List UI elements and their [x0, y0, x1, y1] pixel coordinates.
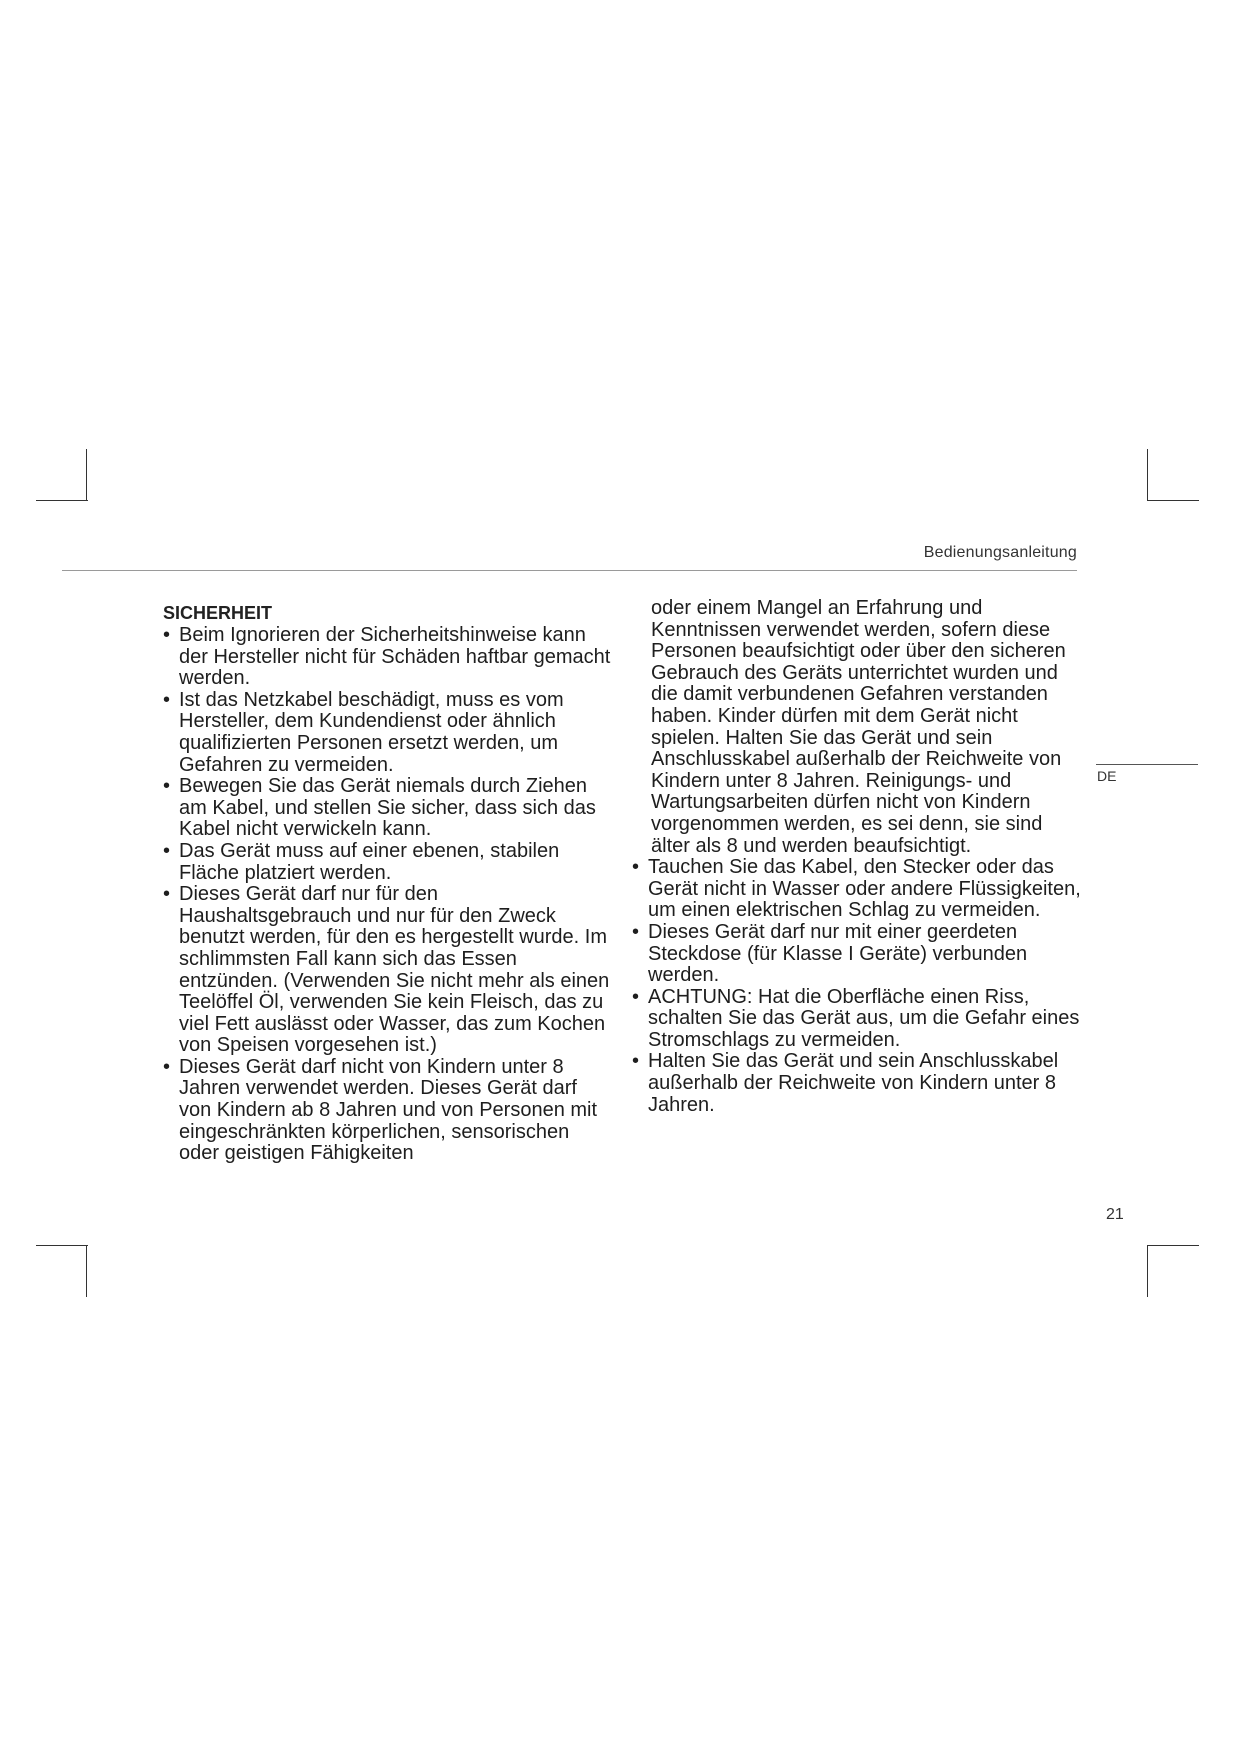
list-item	[632, 857, 1082, 922]
crop-mark	[1147, 1245, 1199, 1246]
list-item	[163, 884, 613, 1057]
list-item	[163, 625, 613, 690]
bullet-icon: •	[163, 883, 171, 906]
list-item-text: Das Gerät muss auf einer ebenen, stabilen Fläche platziert werden.	[179, 839, 560, 884]
bullet-icon: •	[163, 775, 171, 798]
list-item	[163, 776, 613, 841]
bullet-icon: •	[163, 624, 171, 646]
list-item	[163, 1057, 613, 1165]
page-number: 21	[1106, 1206, 1124, 1223]
list-item	[632, 922, 1082, 987]
bullet-icon: •	[632, 856, 640, 879]
bullet-icon: •	[163, 839, 171, 862]
safety-list-right	[632, 857, 1082, 1116]
header-title: Bedienungsanleitung	[923, 544, 1077, 561]
crop-mark	[1147, 1245, 1148, 1297]
list-item-text: Dieses Gerät darf nur für den Haushaltsgebrauch und nur für den Zweck benutzt werden, für den es hergestellt wurde. Im schlimmsten Fall kann sich das Essen entzünden. (Verwenden Sie nicht mehr als einen Teelöffel Öl, verwenden Sie kein Fleisch, das zu viel Fett auslässt oder Wasser, das zum Kochen von Speisen vorgesehen ist.)	[179, 883, 610, 1057]
crop-mark	[86, 1245, 87, 1297]
language-tab-divider	[1096, 764, 1198, 765]
crop-mark	[1147, 449, 1148, 501]
bullet-icon: •	[163, 688, 171, 711]
left-column	[163, 602, 613, 1165]
list-item-text: Tauchen Sie das Kabel, den Stecker oder das Gerät nicht in Wasser oder andere Flüssigkeiten, um einen elektrischen Schlag zu vermeiden.	[648, 856, 1081, 922]
list-item-text: Beim Ignorieren der Sicherheitshinweise kann der Hersteller nicht für Schäden haftbar gemacht werden.	[179, 624, 611, 690]
list-item-text: Ist das Netzkabel beschädigt, muss es vom Hersteller, dem Kundendienst oder ähnlich qualifizierten Personen ersetzt werden, um Gefahren zu vermeiden.	[179, 688, 564, 776]
right-column	[632, 598, 1082, 1116]
safety-list-left	[163, 625, 613, 1165]
crop-mark	[1147, 500, 1199, 501]
list-item	[163, 690, 613, 776]
bullet-icon: •	[632, 985, 640, 1008]
list-item-text: Halten Sie das Gerät und sein Anschlusskabel außerhalb der Reichweite von Kindern unter 8 Jahren.	[648, 1050, 1059, 1116]
bullet-icon: •	[632, 920, 640, 943]
header-divider	[62, 570, 1077, 571]
crop-mark	[36, 500, 88, 501]
bullet-icon: •	[632, 1050, 640, 1073]
continued-paragraph: oder einem Mangel an Erfahrung und Kenntnissen verwendet werden, sofern diese Personen beaufsichtigt oder über den sicheren Gebrauch des Geräts unterrichtet wurden und die damit verbundenen Gefahren verstanden haben. Kinder dürfen mit dem Gerät nicht spielen. Halten Sie das Gerät und sein Anschlusskabel außerhalb der Reichweite von Kindern unter 8 Jahren. Reinigungs- und Wartungsarbeiten dürfen nicht von Kindern vorgenommen werden, es sei denn, sie sind älter als 8 und werden beaufsichtigt.	[651, 597, 1066, 857]
bullet-icon: •	[163, 1055, 171, 1078]
list-item-text: Dieses Gerät darf nicht von Kindern unter 8 Jahren verwendet werden. Dieses Gerät darf von Kindern ab 8 Jahren und von Personen mit eingeschränkten körperlichen, sensorischen oder geistigen Fähigkeiten	[179, 1055, 598, 1165]
crop-mark	[36, 1245, 88, 1246]
language-code: DE	[1097, 768, 1117, 784]
list-item	[632, 987, 1082, 1052]
list-item-text: ACHTUNG: Hat die Oberfläche einen Riss, schalten Sie das Gerät aus, um die Gefahr eines Stromschlags zu vermeiden.	[648, 985, 1080, 1051]
section-title: SICHERHEIT	[163, 603, 273, 623]
list-item	[163, 841, 613, 884]
list-item	[632, 1051, 1082, 1116]
list-item-text: Bewegen Sie das Gerät niemals durch Ziehen am Kabel, und stellen Sie sicher, dass sich das Kabel nicht verwickeln kann.	[179, 775, 596, 841]
list-item-text: Dieses Gerät darf nur mit einer geerdeten Steckdose (für Klasse I Geräte) verbunden werden.	[648, 920, 1028, 987]
crop-mark	[86, 449, 87, 501]
